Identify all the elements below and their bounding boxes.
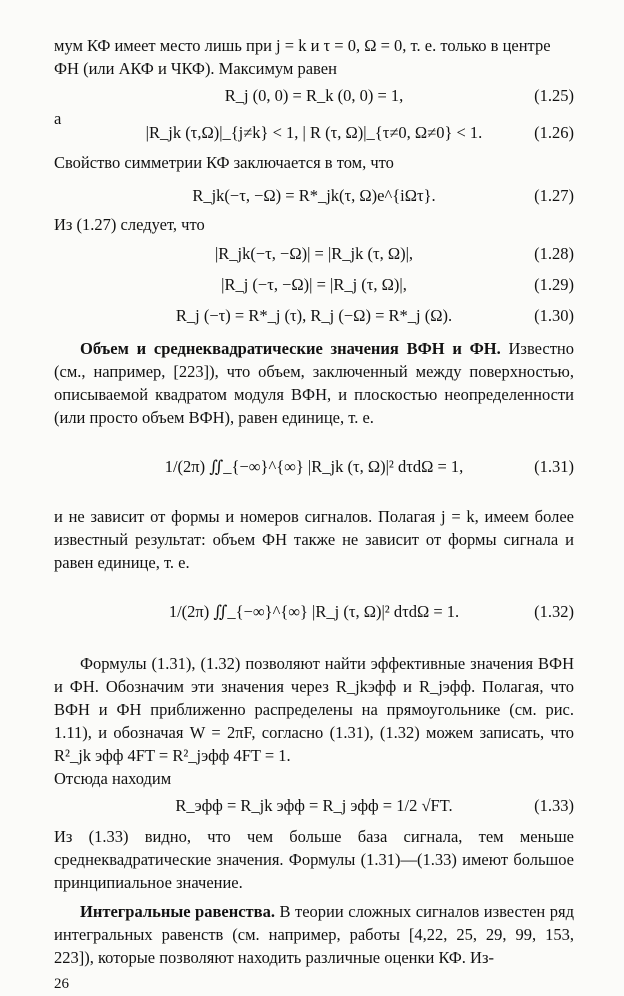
paragraph-hence: Отсюда находим [54, 769, 172, 788]
conjunction-a: а [54, 109, 62, 128]
equation-number: (1.27) [534, 186, 574, 205]
formula: R_j (−τ) = R*_j (τ), R_j (−Ω) = R*_j (Ω). [175, 306, 453, 325]
formula: 1/(2π) ∬_{−∞}^{∞} |R_j (τ, Ω)|² dτdΩ = 1. [168, 602, 460, 621]
equation-1-31 [54, 435, 574, 499]
formula: R_j (0, 0) = R_k (0, 0) = 1, [224, 86, 404, 105]
paragraph-base: Из (1.33) видно, что чем больше база сигнала, тем меньше среднеквадратические значения. Формулы (1.31)—(1.33) имеют большое принципиальное значение. [54, 827, 574, 892]
page-number: 26 [54, 976, 69, 992]
equation-1-27 [54, 184, 574, 207]
paragraph-integral [54, 900, 574, 969]
paragraph-text: В теории сложных сигналов известен ряд интегральных равенств (см. например, работы [4,22, 25, 29, 99, 153, 223]), которые позволяют находить различные оценки КФ. Из- [54, 902, 574, 967]
paragraph-independence: и не зависит от формы и номеров сигналов. Полагая j = k, имеем более известный результат: объем ФН также не зависит от формы сигнала и равен единице, т. е. [54, 507, 574, 572]
paragraph-text: Известно (см., например, [223]), что объем, заключенный между поверхностью, описываемой квадратом модуля ВФН, и плоскостью неопределенности (или просто объем ВФН), равен единице, т. е. [54, 339, 574, 427]
paragraph-symmetry: Свойство симметрии КФ заключается в том, что [54, 153, 394, 172]
equation-1-28 [54, 242, 574, 265]
equation-number: (1.32) [534, 602, 574, 621]
paragraph-volume [54, 337, 574, 429]
page-body [54, 34, 574, 996]
section-heading: Объем и среднеквадратические значения ВФН и ФН. [80, 339, 501, 358]
paragraph-follows: Из (1.27) следует, что [54, 215, 205, 234]
equation-1-29 [54, 273, 574, 296]
equation-number: (1.33) [534, 796, 574, 815]
equation-number: (1.29) [534, 275, 574, 294]
formula: |R_jk(−τ, −Ω)| = |R_jk (τ, Ω)|, [214, 244, 414, 263]
formula: |R_jk (τ,Ω)|_{j≠k} < 1, | R (τ, Ω)|_{τ≠0, Ω≠0} < 1. [145, 123, 483, 142]
formula: R_jk(−τ, −Ω) = R*_jk(τ, Ω)e^{iΩτ}. [192, 186, 436, 205]
paragraph-effective: Формулы (1.31), (1.32) позволяют найти эффективные значения ВФН и ФН. Обозначим эти значения через R_jkэфф и R_jэфф. Полагая, что ВФН и ФН приближенно распределены на прямоугольнике (см. рис. 1.11), и обозначая W = 2πF, согласно (1.31), (1.32) можем записать, что R²_jk эфф 4FT = R²_jэфф 4FT = 1. [54, 654, 574, 765]
equation-number: (1.26) [534, 123, 574, 142]
equation-1-32 [54, 580, 574, 644]
section-heading-integral: Интегральные равенства. [80, 902, 275, 921]
equation-number: (1.30) [534, 306, 574, 325]
equation-number: (1.25) [534, 86, 574, 105]
equation-1-26 [54, 107, 574, 147]
equation-1-33 [54, 794, 574, 817]
equation-number: (1.28) [534, 244, 574, 263]
equation-1-30 [54, 304, 574, 327]
formula: |R_j (−τ, −Ω)| = |R_j (τ, Ω)|, [221, 275, 407, 294]
formula: 1/(2π) ∬_{−∞}^{∞} |R_jk (τ, Ω)|² dτdΩ = 1, [164, 457, 464, 476]
equation-1-25 [54, 84, 574, 107]
formula: R_эфф = R_jk эфф = R_j эфф = 1/2 √FT. [175, 796, 453, 815]
paragraph-intro: мум КФ имеет место лишь при j = k и τ = 0, Ω = 0, т. е. только в центре ФН (или АКФ и ЧКФ). Максимум равен [54, 36, 551, 78]
equation-number: (1.31) [534, 457, 574, 476]
